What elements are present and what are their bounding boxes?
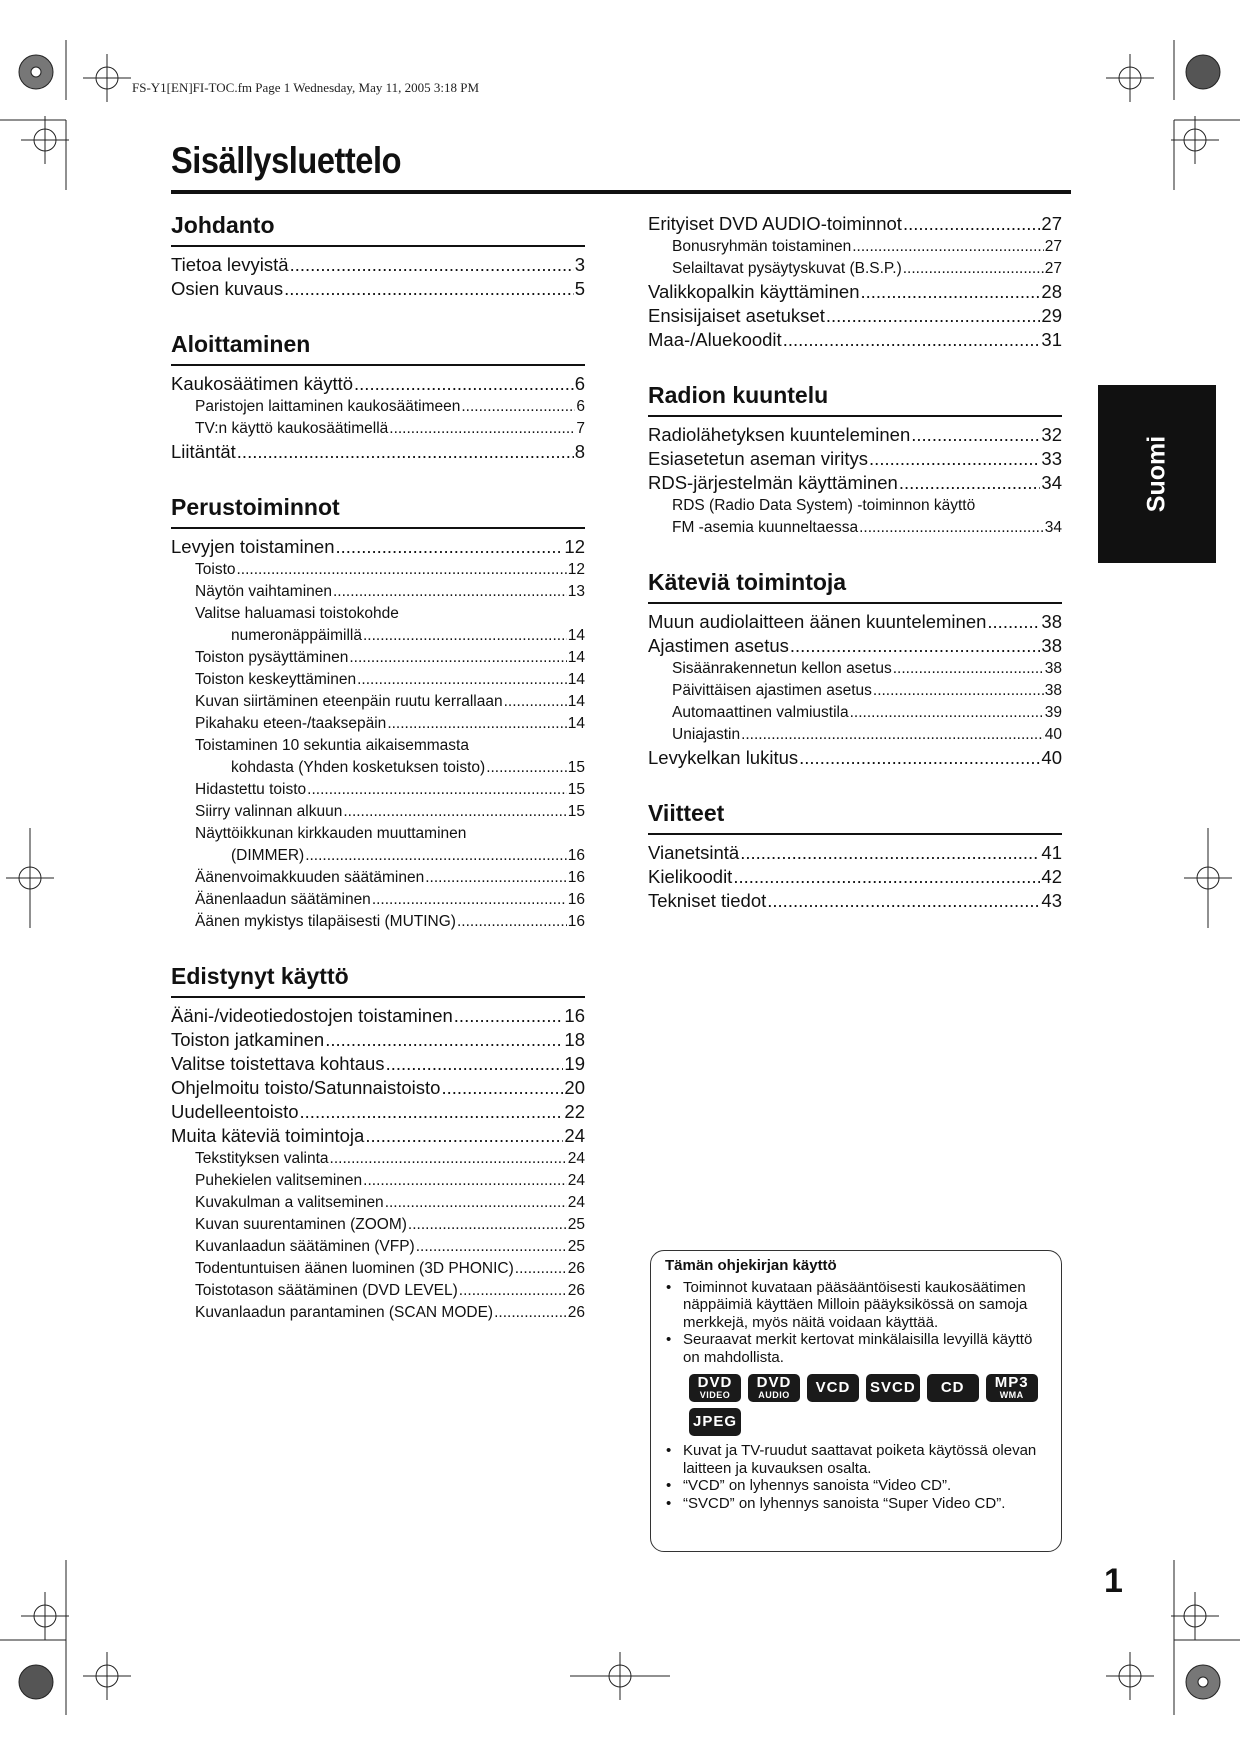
dot-leader — [869, 447, 1040, 471]
toc-entry[interactable] — [171, 559, 585, 581]
disc-badge-main: DVD — [697, 1374, 733, 1391]
toc-entry-label: Tekniset tiedot — [648, 890, 767, 911]
toc-entry-page: 34 — [1044, 519, 1062, 536]
toc-entry-page: 14 — [567, 671, 585, 688]
disc-badge-sub: WMA — [999, 1390, 1024, 1400]
disc-badge-main: JPEG — [693, 1413, 738, 1430]
toc-entry-page: 38 — [1044, 660, 1062, 677]
dot-leader — [386, 1052, 564, 1076]
toc-entry-page: 14 — [567, 649, 585, 666]
toc-left-column — [171, 212, 585, 1354]
disc-badge-sub: AUDIO — [758, 1390, 790, 1400]
toc-entry-label: Ajastimen asetus — [648, 635, 789, 656]
dot-leader — [799, 746, 1040, 770]
toc-entry[interactable] — [171, 1236, 585, 1258]
disc-badge — [689, 1408, 741, 1436]
toc-entry-page: 42 — [1041, 866, 1062, 887]
section-heading: Viitteet — [648, 800, 1062, 835]
toc-entry-label: Bonusryhmän toistaminen — [672, 238, 852, 255]
toc-entry-label: Muun audiolaitteen äänen kuunteleminen — [648, 611, 987, 632]
toc-entry-page: 15 — [567, 759, 585, 776]
toc-section — [171, 331, 585, 464]
toc-entry-label: Kuvan siirtäminen eteenpäin ruutu kerrallaan — [195, 693, 503, 710]
disc-badge — [748, 1374, 800, 1402]
toc-entry[interactable] — [171, 535, 585, 559]
disc-badge — [689, 1374, 741, 1402]
toc-entry-page: 6 — [576, 398, 585, 415]
toc-section — [648, 569, 1062, 770]
toc-entry[interactable] — [171, 253, 585, 277]
dot-leader — [461, 396, 575, 418]
dot-leader — [357, 669, 567, 691]
toc-entry-page: 16 — [567, 913, 585, 930]
toc-entry-label: Pikahaku eteen-/taaksepäin — [195, 715, 387, 732]
toc-entry-page: 14 — [567, 627, 585, 644]
dot-leader — [859, 517, 1044, 539]
note-bullets-bottom — [665, 1442, 1047, 1512]
toc-entry[interactable] — [171, 372, 585, 396]
section-heading: Perustoiminnot — [171, 494, 585, 529]
toc-entry-page: 40 — [1044, 726, 1062, 743]
toc-entry-page: 25 — [567, 1238, 585, 1255]
toc-entry[interactable] — [171, 1280, 585, 1302]
dot-leader — [425, 867, 567, 889]
dot-leader — [372, 889, 567, 911]
toc-entry[interactable] — [171, 1192, 585, 1214]
toc-entry[interactable] — [171, 440, 585, 464]
toc-entry[interactable] — [171, 889, 585, 911]
toc-entry[interactable] — [648, 702, 1062, 724]
language-tab-label: Suomi — [1142, 435, 1171, 513]
toc-entry-page: 15 — [567, 781, 585, 798]
toc-entry-label: RDS (Radio Data System) -toiminnon käyttö — [672, 497, 976, 514]
toc-entry-label: Hidastettu toisto — [195, 781, 307, 798]
note-bullet: • Kuvat ja TV-ruudut saattavat poiketa käytössä olevan laitteen ja kuvauksen osalta. — [665, 1442, 1047, 1477]
toc-entry-label: Valikkopalkin käyttäminen — [648, 281, 860, 302]
toc-entry[interactable] — [171, 801, 585, 823]
dot-leader — [494, 1302, 567, 1324]
disc-badge-main: VCD — [815, 1379, 851, 1396]
toc-entry[interactable] — [171, 1170, 585, 1192]
toc-entry[interactable] — [171, 757, 585, 779]
dot-leader — [284, 277, 574, 301]
section-heading: Käteviä toimintoja — [648, 569, 1062, 604]
toc-entry[interactable] — [648, 258, 1062, 280]
toc-entry-label: Toiston jatkaminen — [171, 1029, 325, 1050]
dot-leader — [790, 634, 1041, 658]
toc-entry-page: 6 — [574, 373, 585, 394]
toc-entry-label: Ääni-/videotiedostojen toistaminen — [171, 1005, 453, 1026]
toc-entry-page: 38 — [1041, 611, 1062, 632]
toc-entry-label: Kielikoodit — [648, 866, 733, 887]
toc-entry-label: FM -asemia kuunneltaessa — [672, 519, 859, 536]
toc-entry-label: kohdasta (Yhden kosketuksen toisto) — [231, 759, 486, 776]
dot-leader — [336, 535, 564, 559]
toc-entry-page: 15 — [567, 803, 585, 820]
dot-leader — [826, 304, 1041, 328]
dot-leader — [911, 423, 1040, 447]
toc-entry-label: Toisto — [195, 561, 236, 578]
dot-leader — [237, 559, 567, 581]
toc-entry[interactable] — [648, 889, 1062, 913]
toc-entry[interactable] — [171, 1076, 585, 1100]
toc-entry[interactable] — [171, 1148, 585, 1170]
section-heading: Edistynyt käyttö — [171, 963, 585, 998]
dot-leader — [363, 1170, 567, 1192]
toc-entry[interactable] — [648, 517, 1062, 539]
toc-entry[interactable] — [648, 634, 1062, 658]
toc-entry[interactable] — [648, 280, 1062, 304]
toc-entry[interactable] — [648, 680, 1062, 702]
toc-entry-label: Valitse haluamasi toistokohde — [195, 605, 399, 622]
toc-entry[interactable] — [648, 495, 1062, 517]
toc-entry-page: 16 — [567, 891, 585, 908]
toc-entry-label: Radiolähetyksen kuunteleminen — [648, 424, 911, 445]
toc-section — [171, 494, 585, 933]
toc-entry-label: Äänenlaadun säätäminen — [195, 891, 371, 908]
toc-entry-label: Tekstityksen valinta — [195, 1150, 329, 1167]
section-heading: Aloittaminen — [171, 331, 585, 366]
toc-entry-page: 38 — [1044, 682, 1062, 699]
toc-entry-label: Osien kuvaus — [171, 278, 284, 299]
dot-leader — [354, 372, 574, 396]
toc-entry[interactable] — [171, 845, 585, 867]
toc-entry-page: 19 — [564, 1053, 585, 1074]
toc-entry[interactable] — [648, 304, 1062, 328]
toc-entry[interactable] — [171, 581, 585, 603]
toc-entry[interactable] — [171, 625, 585, 647]
note-bullet: • “VCD” on lyhennys sanoista “Video CD”. — [665, 1477, 1047, 1495]
toc-entry[interactable] — [171, 823, 585, 845]
dot-leader — [416, 1236, 567, 1258]
toc-entry-label: Uudelleentoisto — [171, 1101, 299, 1122]
toc-entry-page: 24 — [567, 1150, 585, 1167]
dot-leader — [387, 713, 566, 735]
toc-entry[interactable] — [648, 724, 1062, 746]
toc-entry[interactable] — [648, 841, 1062, 865]
toc-entry-label: Kuvanlaadun säätäminen (VFP) — [195, 1238, 415, 1255]
dot-leader — [486, 757, 567, 779]
toc-entry-label: Äänenvoimakkuuden säätäminen — [195, 869, 425, 886]
toc-entry-page: 26 — [567, 1260, 585, 1277]
toc-entry-label: TV:n käyttö kaukosäätimellä — [195, 420, 389, 437]
section-heading: Radion kuuntelu — [648, 382, 1062, 417]
toc-entry[interactable] — [171, 1004, 585, 1028]
toc-entry-page: 12 — [564, 536, 585, 557]
toc-entry-page: 34 — [1041, 472, 1062, 493]
toc-entry[interactable] — [171, 713, 585, 735]
disc-badge-main: CD — [940, 1379, 965, 1396]
dot-leader — [325, 1028, 563, 1052]
toc-entry-page: 26 — [567, 1304, 585, 1321]
toc-entry-label: Toistotason säätäminen (DVD LEVEL) — [195, 1282, 458, 1299]
dot-leader — [408, 1214, 567, 1236]
toc-entry-page: 40 — [1041, 747, 1062, 768]
toc-entry[interactable] — [171, 1214, 585, 1236]
dot-leader — [733, 865, 1040, 889]
dot-leader — [333, 581, 567, 603]
dot-leader — [459, 1280, 567, 1302]
dot-leader — [767, 889, 1040, 913]
toc-entry-label: Päivittäisen ajastimen asetus — [672, 682, 872, 699]
disc-badge — [927, 1374, 979, 1402]
toc-entry-page: 39 — [1044, 704, 1062, 721]
toc-entry-page: 28 — [1041, 281, 1062, 302]
dot-leader — [385, 1192, 567, 1214]
toc-entry-label: Näyttöikkunan kirkkauden muuttaminen — [195, 825, 467, 842]
disc-badge-main: SVCD — [870, 1379, 916, 1396]
toc-entry-page: 22 — [564, 1101, 585, 1122]
toc-entry[interactable] — [648, 236, 1062, 258]
toc-entry-page: 7 — [576, 420, 585, 437]
dot-leader — [903, 258, 1044, 280]
title-rule — [171, 190, 1071, 194]
dot-leader — [852, 236, 1044, 258]
disc-badge-sub: VIDEO — [699, 1390, 731, 1400]
note-bullet: • Toiminnot kuvataan pääsääntöisesti kaukosäätimen näppäimiä käyttäen Milloin pääyksikössä on samoja merkkejä, myös näitä voidaan käyttää. — [665, 1279, 1047, 1332]
toc-entry-page: 14 — [567, 693, 585, 710]
dot-leader — [365, 1124, 563, 1148]
toc-entry-label: numeronäppäimillä — [231, 627, 362, 644]
dot-leader — [783, 328, 1041, 352]
dot-leader — [363, 625, 567, 647]
dot-leader — [305, 845, 567, 867]
toc-entry-page: 20 — [564, 1077, 585, 1098]
toc-entry-page: 41 — [1041, 842, 1062, 863]
toc-entry-label: Ohjelmoitu toisto/Satunnaistoisto — [171, 1077, 441, 1098]
dot-leader — [515, 1258, 567, 1280]
toc-entry-page: 27 — [1041, 213, 1062, 234]
toc-entry[interactable] — [171, 779, 585, 801]
toc-entry[interactable] — [171, 1302, 585, 1324]
dot-leader — [504, 691, 567, 713]
dot-leader — [850, 702, 1044, 724]
toc-entry-label: Ensisijaiset asetukset — [648, 305, 825, 326]
toc-entry[interactable] — [171, 1124, 585, 1148]
dot-leader — [987, 610, 1040, 634]
toc-entry-label: Valitse toistettava kohtaus — [171, 1053, 385, 1074]
disc-badge — [986, 1374, 1038, 1402]
toc-entry-label: Sisäänrakennetun kellon asetus — [672, 660, 892, 677]
note-bullet: • “SVCD” on lyhennys sanoista “Super Video CD”. — [665, 1495, 1047, 1513]
toc-entry-label: Tietoa levyistä — [171, 254, 289, 275]
toc-entry[interactable] — [648, 423, 1062, 447]
toc-entry[interactable] — [171, 647, 585, 669]
toc-entry-page: 24 — [564, 1125, 585, 1146]
toc-entry-page: 26 — [567, 1282, 585, 1299]
toc-entry[interactable] — [171, 1052, 585, 1076]
toc-entry-label: Esiasetetun aseman viritys — [648, 448, 869, 469]
toc-entry[interactable] — [171, 603, 585, 625]
toc-entry-page: 25 — [567, 1216, 585, 1233]
dot-leader — [343, 801, 566, 823]
toc-entry[interactable] — [648, 328, 1062, 352]
manual-usage-note — [650, 1250, 1062, 1552]
toc-entry[interactable] — [171, 1258, 585, 1280]
toc-entry-label: Kuvan suurentaminen (ZOOM) — [195, 1216, 407, 1233]
toc-section — [171, 212, 585, 301]
toc-entry-page: 33 — [1041, 448, 1062, 469]
dot-leader — [861, 280, 1041, 304]
toc-entry[interactable] — [648, 746, 1062, 770]
toc-entry-label: Uniajastin — [672, 726, 741, 743]
toc-entry[interactable] — [648, 610, 1062, 634]
note-title: Tämän ohjekirjan käyttö — [665, 1257, 837, 1274]
toc-entry-page: 12 — [567, 561, 585, 578]
toc-entry-page: 18 — [564, 1029, 585, 1050]
dot-leader — [899, 471, 1041, 495]
toc-entry-label: Äänen mykistys tilapäisesti (MUTING) — [195, 913, 456, 930]
toc-section — [171, 963, 585, 1324]
toc-entry-label: (DIMMER) — [231, 847, 305, 864]
disc-badge — [807, 1374, 859, 1402]
toc-entry-label: Liitäntät — [171, 441, 236, 462]
page-number: 1 — [1104, 1562, 1123, 1600]
toc-entry-label: Todentuntuisen äänen luominen (3D PHONIC) — [195, 1260, 514, 1277]
toc-entry-page: 27 — [1044, 260, 1062, 277]
section-heading: Johdanto — [171, 212, 585, 247]
disc-badge — [866, 1374, 920, 1402]
toc-entry-page: 3 — [574, 254, 585, 275]
toc-entry-label: Kuvakulman a valitseminen — [195, 1194, 384, 1211]
toc-entry[interactable] — [171, 691, 585, 713]
toc-entry-page: 16 — [564, 1005, 585, 1026]
dot-leader — [454, 1004, 564, 1028]
toc-entry-label: Levyjen toistaminen — [171, 536, 335, 557]
toc-entry-page: 32 — [1041, 424, 1062, 445]
toc-entry-label: Automaattinen valmiustila — [672, 704, 849, 721]
toc-entry[interactable] — [648, 658, 1062, 680]
toc-entry-label: Toistaminen 10 sekuntia aikaisemmasta — [195, 737, 469, 754]
toc-entry-page: 16 — [567, 847, 585, 864]
disc-badge-main: DVD — [756, 1374, 792, 1391]
toc-entry[interactable] — [171, 911, 585, 933]
toc-entry[interactable] — [171, 396, 585, 418]
toc-entry-page: 5 — [574, 278, 585, 299]
toc-entry[interactable] — [171, 867, 585, 889]
toc-entry-label: Maa-/Aluekoodit — [648, 329, 782, 350]
disc-type-badges — [665, 1366, 1049, 1442]
toc-entry-label: RDS-järjestelmän käyttäminen — [648, 472, 898, 493]
dot-leader — [457, 911, 567, 933]
toc-entry[interactable] — [648, 212, 1062, 236]
dot-leader — [903, 212, 1040, 236]
page-title: Sisällysluettelo — [171, 140, 402, 181]
toc-entry[interactable] — [648, 471, 1062, 495]
dot-leader — [893, 658, 1044, 680]
dot-leader — [441, 1076, 563, 1100]
toc-entry[interactable] — [171, 277, 585, 301]
toc-right-column — [648, 212, 1062, 943]
toc-entry-label: Puhekielen valitseminen — [195, 1172, 363, 1189]
toc-entry-label: Muita käteviä toimintoja — [171, 1125, 365, 1146]
toc-entry-label: Siirry valinnan alkuun — [195, 803, 343, 820]
toc-entry-page: 31 — [1041, 329, 1062, 350]
dot-leader — [237, 440, 574, 464]
toc-entry-label: Erityiset DVD AUDIO-toiminnot — [648, 213, 902, 234]
toc-entry-page: 24 — [567, 1172, 585, 1189]
toc-entry-page: 29 — [1041, 305, 1062, 326]
dot-leader — [389, 418, 575, 440]
note-bullet: • Seuraavat merkit kertovat minkälaisilla levyillä käyttö on mahdollista. — [665, 1331, 1047, 1366]
toc-section — [648, 212, 1062, 352]
disc-badge-main: MP3 — [994, 1374, 1029, 1391]
dot-leader — [330, 1148, 567, 1170]
toc-entry-label: Levykelkan lukitus — [648, 747, 799, 768]
toc-entry[interactable] — [171, 669, 585, 691]
toc-entry[interactable] — [171, 418, 585, 440]
toc-entry-label: Toiston pysäyttäminen — [195, 649, 349, 666]
toc-entry-page: 24 — [567, 1194, 585, 1211]
toc-entry-page: 38 — [1041, 635, 1062, 656]
dot-leader — [741, 724, 1044, 746]
toc-entry-page: 43 — [1041, 890, 1062, 911]
toc-entry[interactable] — [171, 735, 585, 757]
note-bullets-top — [665, 1279, 1047, 1367]
toc-entry-label: Kaukosäätimen käyttö — [171, 373, 354, 394]
toc-entry-page: 13 — [567, 583, 585, 600]
toc-entry-page: 14 — [567, 715, 585, 732]
toc-entry[interactable] — [648, 447, 1062, 471]
toc-entry[interactable] — [171, 1100, 585, 1124]
toc-entry-page: 16 — [567, 869, 585, 886]
toc-entry-page: 8 — [574, 441, 585, 462]
toc-entry-label: Vianetsintä — [648, 842, 740, 863]
dot-leader — [300, 1100, 564, 1124]
language-tab — [1098, 385, 1216, 563]
toc-entry-label: Näytön vaihtaminen — [195, 583, 332, 600]
dot-leader — [740, 841, 1040, 865]
toc-section — [648, 382, 1062, 539]
toc-entry-label: Selailtavat pysäytyskuvat (B.S.P.) — [672, 260, 902, 277]
toc-entry-label: Toiston keskeyttäminen — [195, 671, 357, 688]
toc-entry-label: Kuvanlaadun parantaminen (SCAN MODE) — [195, 1304, 494, 1321]
dot-leader — [307, 779, 567, 801]
toc-entry-page: 27 — [1044, 238, 1062, 255]
toc-entry[interactable] — [171, 1028, 585, 1052]
dot-leader — [349, 647, 566, 669]
dot-leader — [290, 253, 574, 277]
toc-section — [648, 800, 1062, 913]
file-header-line: FS-Y1[EN]FI-TOC.fm Page 1 Wednesday, May 11, 2005 3:18 PM — [132, 80, 480, 95]
toc-entry-label: Paristojen laittaminen kaukosäätimeen — [195, 398, 461, 415]
dot-leader — [873, 680, 1044, 702]
toc-entry[interactable] — [648, 865, 1062, 889]
